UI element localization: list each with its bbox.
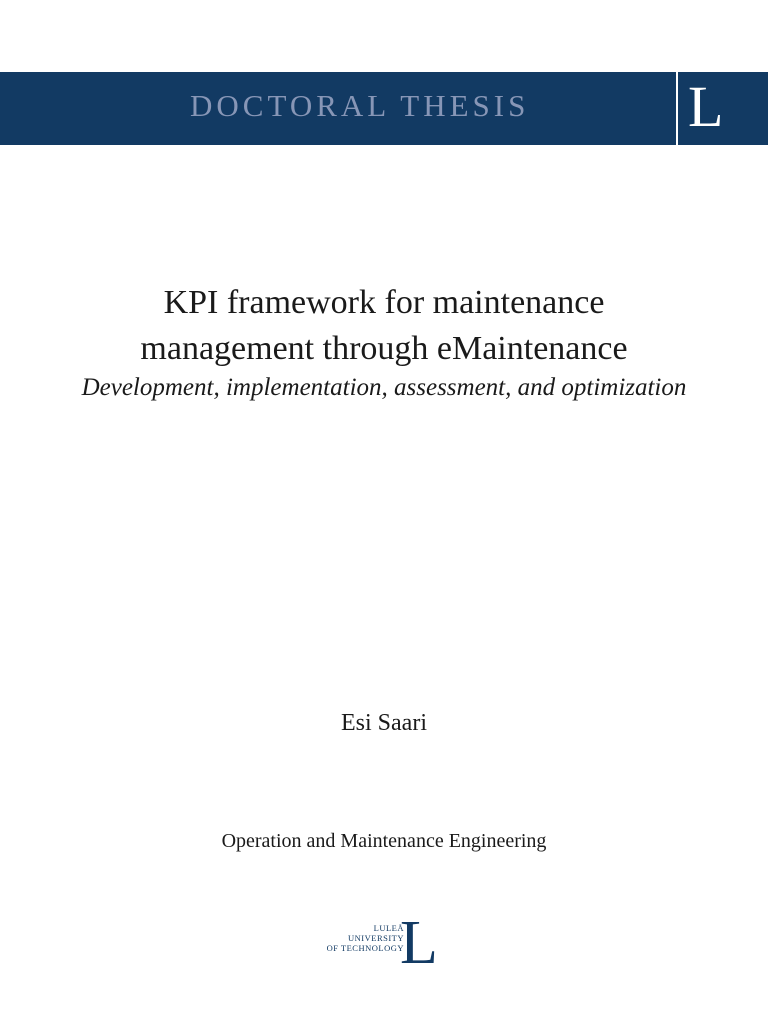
banner-logo-letter: L [688,74,724,139]
university-logo-line-3: OF TECHNOLOGY [326,943,404,953]
banner-divider [676,72,678,145]
thesis-title [0,280,768,372]
university-logo-line-2: UNIVERSITY [348,933,404,943]
department-name: Operation and Maintenance Engineering [221,830,547,852]
document-type-label: DOCTORAL THESIS [190,88,530,123]
author-name: Esi Saari [341,710,427,736]
university-logo [318,909,458,984]
header-banner [0,72,768,145]
thesis-subtitle: Development, implementation, assessment, and optimization [81,374,687,401]
thesis-title-line-1: KPI framework for maintenance [163,284,605,321]
university-logo-letter: L [400,909,438,977]
university-logo-line-1: LULEÅ [373,923,404,933]
thesis-title-line-2: management through eMaintenance [140,330,628,367]
university-logo-text [318,923,404,953]
